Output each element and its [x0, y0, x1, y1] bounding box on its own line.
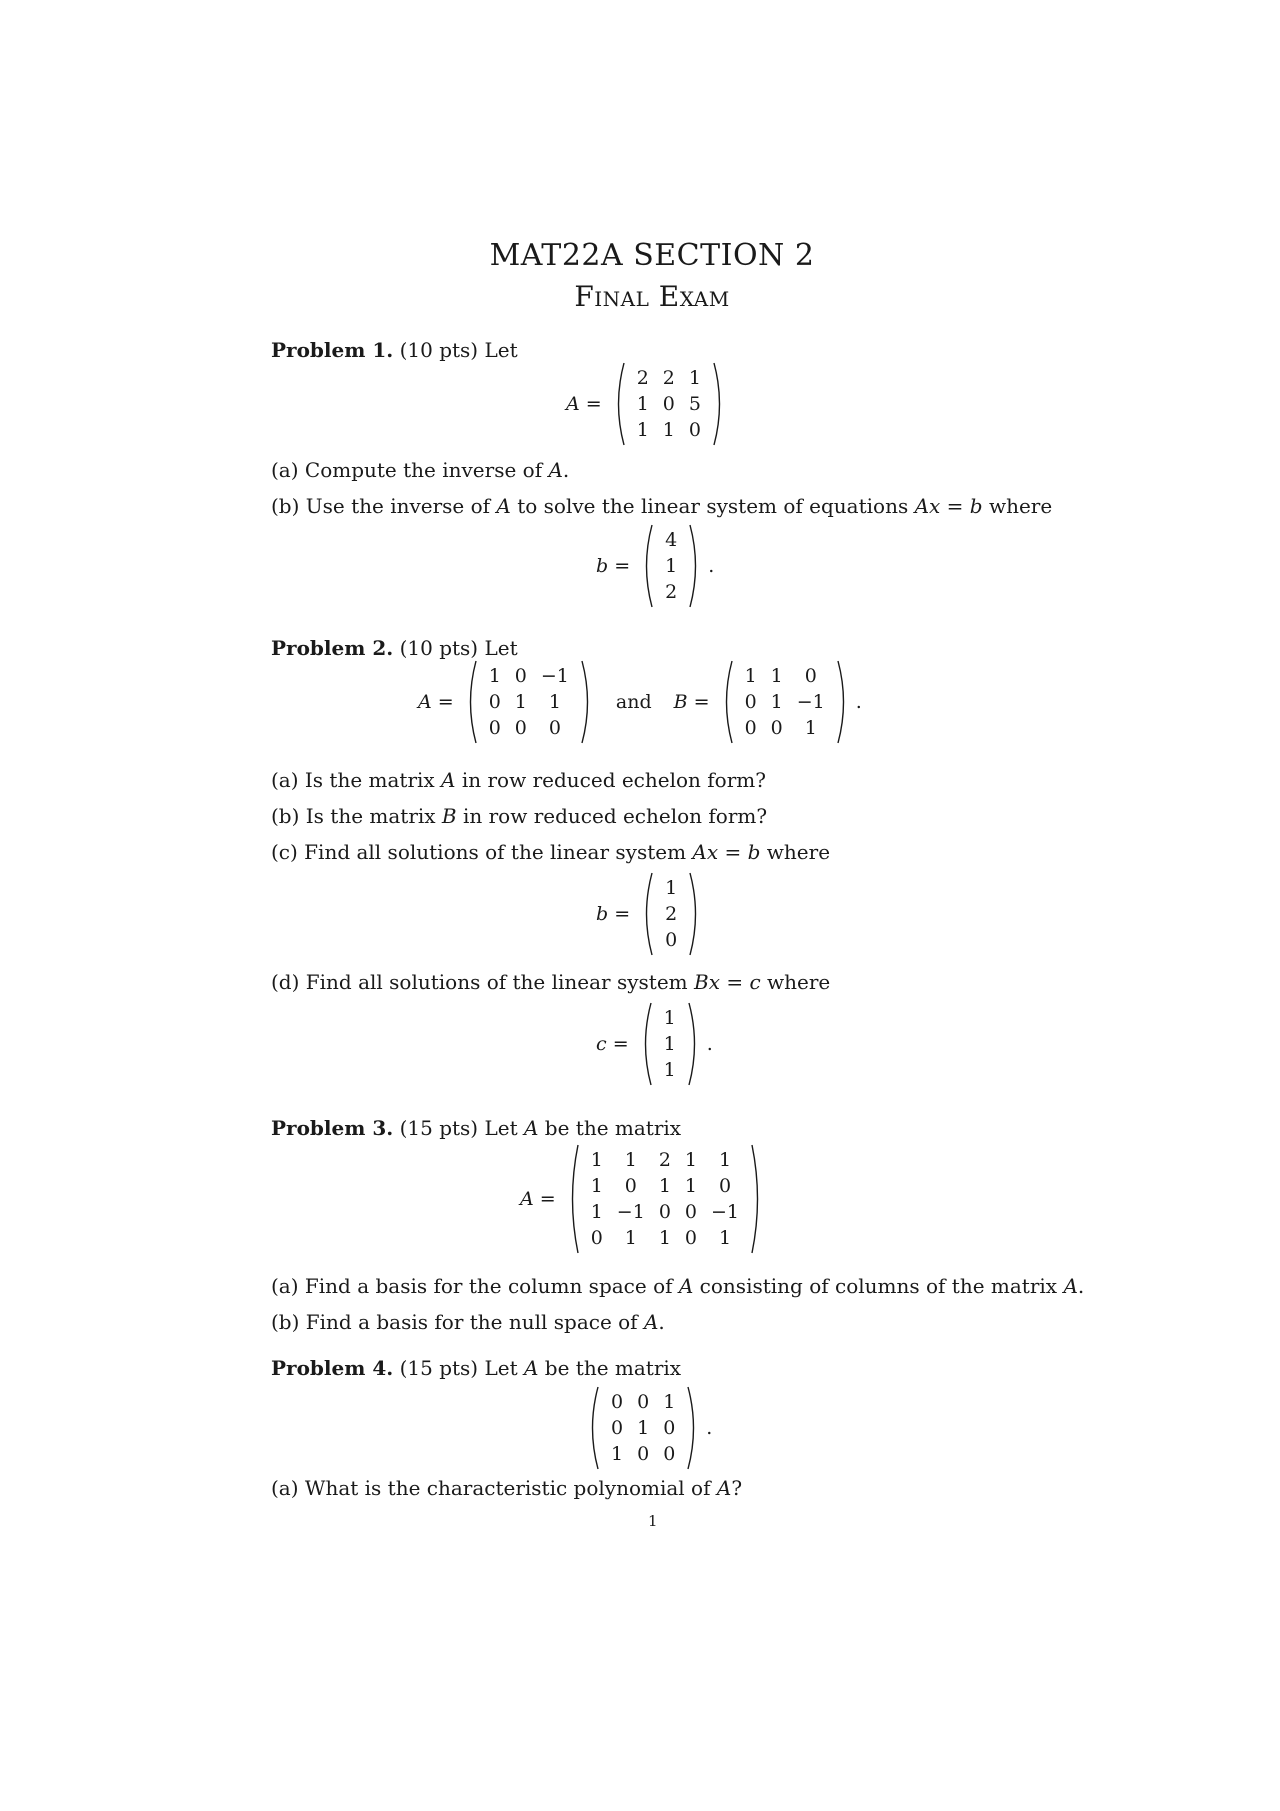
matrix-entry: 2	[636, 367, 649, 389]
matrix-row	[630, 365, 708, 391]
matrix-row	[604, 1415, 682, 1441]
p1-vector-b-equation	[596, 524, 714, 608]
right-paren	[836, 660, 850, 744]
matrix-entry: 1	[658, 1227, 671, 1249]
matrix-entry: 4	[665, 529, 678, 551]
left-paren	[586, 1386, 600, 1470]
matrix-entry: 0	[744, 717, 757, 739]
p2-matrix-a	[464, 660, 594, 744]
matrix-entry: 2	[665, 581, 678, 603]
matrix-entry: 2	[665, 903, 678, 925]
matrix-row	[658, 527, 684, 553]
matrix-row	[658, 553, 684, 579]
exam-subtitle: Final Exam	[574, 280, 730, 313]
right-paren	[688, 872, 702, 956]
p2-vector-b	[640, 872, 702, 956]
matrix-entry: 1	[718, 1149, 732, 1171]
matrix-entry: 1	[590, 1175, 603, 1197]
matrix-entry: 0	[663, 1417, 676, 1439]
matrix-entry: 0	[637, 1391, 650, 1413]
left-paren	[464, 660, 478, 744]
matrix-entry: 0	[684, 1227, 697, 1249]
exam-title: MAT22A SECTION 2	[489, 238, 815, 273]
matrix-entry: 1	[684, 1175, 697, 1197]
p1-matrix-a-equation	[566, 362, 726, 446]
p3-a-label: A =	[520, 1188, 556, 1210]
p1-b-label: b =	[596, 555, 631, 577]
p2-vector-c	[639, 1002, 701, 1086]
matrix-entry: 0	[514, 717, 527, 739]
p3-matrix-a	[566, 1144, 764, 1254]
matrix-entry: 0	[624, 1175, 637, 1197]
p4-matrix-equation	[586, 1386, 712, 1470]
problem-3-label: Problem 3.	[271, 1116, 394, 1140]
matrix-entries	[630, 365, 708, 443]
problem-4-heading	[271, 1356, 681, 1380]
problem-1-heading	[271, 338, 518, 362]
matrix-entry: 0	[770, 717, 783, 739]
matrix-entry: 0	[611, 1391, 624, 1413]
matrix-row	[657, 1005, 683, 1031]
matrix-row	[738, 689, 832, 715]
matrix-entries	[604, 1389, 682, 1467]
matrix-entry: 1	[590, 1149, 603, 1171]
matrix-row	[658, 579, 684, 605]
matrix-entry: 1	[624, 1227, 637, 1249]
p1-period: .	[708, 555, 715, 577]
matrix-entry: 2	[658, 1149, 671, 1171]
matrix-entry: 0	[514, 665, 527, 687]
matrix-row	[630, 391, 708, 417]
p2-vector-c-equation	[596, 1002, 713, 1086]
matrix-entry: 0	[637, 1443, 650, 1465]
left-paren	[640, 872, 654, 956]
p2-c-period: .	[706, 1033, 713, 1055]
matrix-row	[482, 663, 576, 689]
matrix-entry: 1	[804, 717, 817, 739]
matrix-entries	[738, 663, 832, 741]
matrix-entry: 1	[663, 1391, 676, 1413]
right-paren	[686, 1386, 700, 1470]
matrix-entry: 1	[658, 1175, 671, 1197]
matrix-row	[604, 1389, 682, 1415]
matrix-entry: 0	[658, 1201, 671, 1223]
matrix-row	[630, 417, 708, 443]
matrix-row	[584, 1225, 746, 1251]
p2-cvec-label: c =	[596, 1033, 629, 1055]
matrix-entry: 1	[688, 367, 701, 389]
left-paren	[639, 1002, 653, 1086]
p2-bvec-label: b =	[596, 903, 631, 925]
matrix-row	[738, 663, 832, 689]
matrix-entry: 0	[744, 691, 757, 713]
p2-vector-b-equation	[596, 872, 702, 956]
matrix-entries	[657, 1005, 683, 1083]
matrix-entries	[584, 1147, 746, 1251]
matrix-entry: 1	[663, 1033, 676, 1055]
p2-part-a: (a) Is the matrix A in row reduced echelon form?	[271, 768, 766, 792]
p4-part-a: (a) What is the characteristic polynomial of A?	[271, 1476, 743, 1500]
matrix-row	[584, 1173, 746, 1199]
problem-2-intro: (10 pts) Let	[399, 636, 518, 660]
p1-a-label: A =	[566, 393, 602, 415]
matrix-entries	[482, 663, 576, 741]
matrix-row	[584, 1199, 746, 1225]
matrix-row	[658, 875, 684, 901]
matrix-entry: 1	[637, 1417, 650, 1439]
matrix-entry: 1	[665, 555, 678, 577]
matrix-row	[482, 715, 576, 741]
matrix-entry: −1	[711, 1201, 740, 1223]
p1-part-a: (a) Compute the inverse of A.	[271, 458, 570, 482]
left-paren	[612, 362, 626, 446]
matrix-entry: 0	[684, 1201, 697, 1223]
matrix-entry: 1	[744, 665, 757, 687]
matrix-entry: 0	[665, 929, 678, 951]
matrix-entry: 0	[804, 665, 817, 687]
p3-matrix-a-equation	[520, 1144, 764, 1254]
p1-part-b: (b) Use the inverse of A to solve the linear system of equations Ax = b where	[271, 494, 1053, 518]
p2-and-word: and	[615, 691, 652, 713]
matrix-entry: 0	[611, 1417, 624, 1439]
matrix-entry: 1	[590, 1201, 603, 1223]
problem-1-label: Problem 1.	[271, 338, 394, 362]
problem-4-intro: (15 pts) Let A be the matrix	[399, 1356, 682, 1380]
matrix-row	[657, 1057, 683, 1083]
matrix-entry: 0	[662, 393, 675, 415]
matrix-entry: 0	[688, 419, 701, 441]
p2-matrix-b	[720, 660, 850, 744]
matrix-entry: 2	[662, 367, 675, 389]
page-number: 1	[648, 1512, 658, 1530]
matrix-entries	[658, 527, 684, 605]
matrix-entry: 1	[488, 665, 501, 687]
p4-period: .	[706, 1417, 713, 1439]
left-paren	[566, 1144, 580, 1254]
problem-1-intro: (10 pts) Let	[399, 338, 518, 362]
matrix-entry: 1	[770, 691, 783, 713]
matrix-row	[738, 715, 832, 741]
p3-part-a: (a) Find a basis for the column space of A consisting of columns of the matrix A.	[271, 1274, 1085, 1298]
p2-part-d: (d) Find all solutions of the linear system Bx = c where	[271, 970, 831, 994]
matrix-entry: 0	[488, 691, 501, 713]
p4-matrix-a	[586, 1386, 700, 1470]
problem-3-intro: (15 pts) Let A be the matrix	[399, 1116, 682, 1140]
right-paren	[712, 362, 726, 446]
matrix-entry: −1	[540, 665, 569, 687]
right-paren	[580, 660, 594, 744]
right-paren	[750, 1144, 764, 1254]
matrix-entry: 1	[770, 665, 783, 687]
matrix-entry: 0	[663, 1443, 676, 1465]
matrix-entry: 1	[665, 877, 678, 899]
matrix-entries	[658, 875, 684, 953]
p2-part-c: (c) Find all solutions of the linear system Ax = b where	[271, 840, 831, 864]
matrix-row	[482, 689, 576, 715]
matrix-entry: 1	[718, 1227, 732, 1249]
matrix-entry: 1	[636, 419, 649, 441]
right-paren	[688, 524, 702, 608]
p2-period: .	[855, 691, 862, 713]
matrix-entry: 1	[662, 419, 675, 441]
matrix-entry: 1	[624, 1149, 637, 1171]
matrix-row	[657, 1031, 683, 1057]
p2-a-label: A =	[418, 691, 454, 713]
p1-vector-b	[640, 524, 702, 608]
p2-matrices-equation	[418, 660, 862, 744]
left-paren	[640, 524, 654, 608]
matrix-entry: 1	[548, 691, 561, 713]
matrix-entry: 0	[548, 717, 561, 739]
p1-matrix-a	[612, 362, 726, 446]
matrix-row	[658, 901, 684, 927]
left-paren	[720, 660, 734, 744]
matrix-entry: −1	[796, 691, 825, 713]
p3-part-b: (b) Find a basis for the null space of A.	[271, 1310, 665, 1334]
right-paren	[687, 1002, 701, 1086]
matrix-entry: 0	[718, 1175, 732, 1197]
p2-b-label: B =	[673, 691, 710, 713]
matrix-entry: 0	[488, 717, 501, 739]
matrix-entry: 1	[514, 691, 527, 713]
matrix-entry: −1	[616, 1201, 645, 1223]
matrix-entry: 1	[636, 393, 649, 415]
p2-part-b: (b) Is the matrix B in row reduced echelon form?	[271, 804, 768, 828]
matrix-row	[658, 927, 684, 953]
problem-4-label: Problem 4.	[271, 1356, 394, 1380]
matrix-entry: 1	[611, 1443, 624, 1465]
matrix-entry: 1	[684, 1149, 697, 1171]
matrix-entry: 1	[663, 1007, 676, 1029]
matrix-entry: 5	[688, 393, 701, 415]
problem-2-heading	[271, 636, 518, 660]
matrix-row	[584, 1147, 746, 1173]
problem-3-heading	[271, 1116, 681, 1140]
matrix-entry: 1	[663, 1059, 676, 1081]
matrix-entry: 0	[590, 1227, 603, 1249]
problem-2-label: Problem 2.	[271, 636, 394, 660]
matrix-row	[604, 1441, 682, 1467]
